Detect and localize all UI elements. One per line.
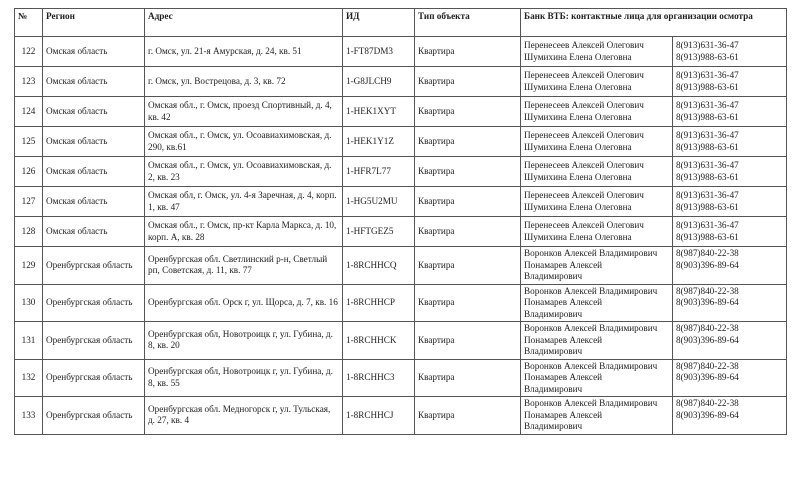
contact-name: Шумихина Елена Олеговна bbox=[524, 201, 632, 212]
contact-name: Шумихина Елена Олеговна bbox=[524, 51, 632, 62]
contact-name: Понамарев Алексей bbox=[524, 297, 603, 307]
contact-phone: 8(913)631-36-47 bbox=[676, 40, 739, 50]
contact-phone: 8(987)840-22-38 bbox=[676, 323, 739, 333]
row-region: Оренбургская область bbox=[43, 322, 145, 360]
contact-phone: 8(913)988-63-61 bbox=[676, 111, 739, 122]
contact-name: Понамарев Алексей bbox=[524, 259, 603, 270]
table-header-row bbox=[15, 9, 787, 37]
row-address: Оренбургская обл, Новотроицк г, ул. Губина, д. 8, кв. 55 bbox=[145, 359, 343, 397]
row-address: Оренбургская обл. Медногорск г, ул. Тульская, д. 27, кв. 4 bbox=[145, 397, 343, 435]
row-contacts bbox=[521, 97, 673, 127]
row-type: Квартира bbox=[415, 37, 521, 67]
contact-name: Шумихина Елена Олеговна bbox=[524, 81, 632, 92]
row-id: 1-8RCHHC3 bbox=[343, 359, 415, 397]
contact-name: Шумихина Елена Олеговна bbox=[524, 141, 632, 152]
row-phones bbox=[673, 37, 787, 67]
contact-phone: 8(913)988-63-61 bbox=[676, 201, 739, 212]
row-id: 1-8RCHHCP bbox=[343, 284, 415, 322]
row-phones bbox=[673, 284, 787, 322]
table-row bbox=[15, 247, 787, 285]
header-address: Адрес bbox=[145, 9, 343, 37]
row-region: Оренбургская область bbox=[43, 247, 145, 285]
row-address: Омская обл., г. Омск, ул. Осоавиахимовская, д. 2, кв. 23 bbox=[145, 157, 343, 187]
row-number: 123 bbox=[15, 67, 43, 97]
header-contacts: Банк ВТБ: контактные лица для организации осмотра bbox=[521, 9, 787, 37]
row-region: Омская область bbox=[43, 157, 145, 187]
table-row bbox=[15, 187, 787, 217]
row-type: Квартира bbox=[415, 359, 521, 397]
contact-name: Воронков Алексей Владимирович bbox=[524, 360, 658, 371]
row-contacts bbox=[521, 217, 673, 247]
row-phones bbox=[673, 322, 787, 360]
row-id: 1-HEK1Y1Z bbox=[343, 127, 415, 157]
row-number: 126 bbox=[15, 157, 43, 187]
row-type: Квартира bbox=[415, 97, 521, 127]
row-number: 130 bbox=[15, 284, 43, 322]
contact-name: Понамарев Алексей bbox=[524, 409, 603, 420]
contact-name: Воронков Алексей Владимирович bbox=[524, 398, 658, 408]
contact-name: Перенесеев Алексей Олегович bbox=[524, 160, 644, 170]
row-contacts bbox=[521, 322, 673, 360]
row-region: Омская область bbox=[43, 67, 145, 97]
contact-phone: 8(913)988-63-61 bbox=[676, 171, 739, 182]
contact-phone: 8(987)840-22-38 bbox=[676, 360, 739, 371]
header-type: Тип объекта bbox=[415, 9, 521, 37]
table-row bbox=[15, 217, 787, 247]
row-type: Квартира bbox=[415, 284, 521, 322]
row-phones bbox=[673, 97, 787, 127]
row-region: Оренбургская область bbox=[43, 397, 145, 435]
row-number: 133 bbox=[15, 397, 43, 435]
contact-name: Владимирович bbox=[524, 421, 583, 431]
contact-phone: 8(913)631-36-47 bbox=[676, 190, 739, 200]
contact-phone: 8(913)988-63-61 bbox=[676, 141, 739, 152]
contact-phone: 8(913)631-36-47 bbox=[676, 220, 739, 230]
row-phones bbox=[673, 157, 787, 187]
row-phones bbox=[673, 67, 787, 97]
row-number: 129 bbox=[15, 247, 43, 285]
table-row bbox=[15, 322, 787, 360]
row-phones bbox=[673, 397, 787, 435]
row-address: Оренбургская обл. Светлинский р-н, Светлый рп, Советская, д. 11, кв. 77 bbox=[145, 247, 343, 285]
header-id: ИД bbox=[343, 9, 415, 37]
row-number: 131 bbox=[15, 322, 43, 360]
row-number: 125 bbox=[15, 127, 43, 157]
row-address: Оренбургская обл, Новотроицк г, ул. Губина, д. 8, кв. 20 bbox=[145, 322, 343, 360]
row-type: Квартира bbox=[415, 322, 521, 360]
row-address: Омская обл., г. Омск, ул. Осоавиахимовская, д. 290, кв.61 bbox=[145, 127, 343, 157]
contact-phone: 8(903)396-89-64 bbox=[676, 372, 739, 382]
row-contacts bbox=[521, 359, 673, 397]
contact-phone: 8(913)631-36-47 bbox=[676, 100, 739, 110]
row-address: Оренбургская обл. Орск г, ул. Щорса, д. 7, кв. 16 bbox=[145, 284, 343, 322]
contact-name: Владимирович bbox=[524, 346, 583, 356]
contact-phone: 8(913)988-63-61 bbox=[676, 81, 739, 92]
table-row bbox=[15, 359, 787, 397]
row-contacts bbox=[521, 37, 673, 67]
row-region: Омская область bbox=[43, 127, 145, 157]
contact-name: Перенесеев Алексей Олегович bbox=[524, 40, 644, 50]
header-num: № bbox=[15, 9, 43, 37]
table-row bbox=[15, 97, 787, 127]
contact-name: Владимирович bbox=[524, 383, 583, 394]
table-row bbox=[15, 37, 787, 67]
row-id: 1-8RCHHCK bbox=[343, 322, 415, 360]
row-type: Квартира bbox=[415, 187, 521, 217]
contact-name: Перенесеев Алексей Олегович bbox=[524, 190, 644, 200]
property-table bbox=[14, 8, 787, 435]
row-type: Квартира bbox=[415, 157, 521, 187]
row-number: 122 bbox=[15, 37, 43, 67]
contact-phone: 8(913)988-63-61 bbox=[676, 231, 739, 242]
contact-name: Воронков Алексей Владимирович bbox=[524, 323, 658, 333]
row-contacts bbox=[521, 127, 673, 157]
row-address: г. Омск, ул. 21-я Амурская, д. 24, кв. 51 bbox=[145, 37, 343, 67]
contact-name: Перенесеев Алексей Олегович bbox=[524, 220, 644, 230]
table-row bbox=[15, 67, 787, 97]
row-number: 127 bbox=[15, 187, 43, 217]
row-region: Омская область bbox=[43, 97, 145, 127]
row-type: Квартира bbox=[415, 67, 521, 97]
contact-phone: 8(903)396-89-64 bbox=[676, 297, 739, 307]
contact-name: Понамарев Алексей bbox=[524, 334, 603, 345]
contact-name: Владимирович bbox=[524, 308, 583, 319]
row-phones bbox=[673, 247, 787, 285]
contact-phone: 8(987)840-22-38 bbox=[676, 285, 739, 296]
row-phones bbox=[673, 187, 787, 217]
row-phones bbox=[673, 127, 787, 157]
row-phones bbox=[673, 217, 787, 247]
row-contacts bbox=[521, 187, 673, 217]
contact-name: Шумихина Елена Олеговна bbox=[524, 231, 632, 242]
row-number: 124 bbox=[15, 97, 43, 127]
contact-name: Понамарев Алексей bbox=[524, 372, 603, 382]
contact-name: Воронков Алексей Владимирович bbox=[524, 248, 658, 258]
row-id: 1-HFTGEZ5 bbox=[343, 217, 415, 247]
contact-phone: 8(913)631-36-47 bbox=[676, 130, 739, 140]
row-id: 1-HFR7L77 bbox=[343, 157, 415, 187]
row-region: Омская область bbox=[43, 217, 145, 247]
row-number: 128 bbox=[15, 217, 43, 247]
contact-phone: 8(903)396-89-64 bbox=[676, 259, 739, 270]
row-id: 1-8RCHHCJ bbox=[343, 397, 415, 435]
contact-name: Владимирович bbox=[524, 271, 583, 281]
row-address: Омская обл, г. Омск, ул. 4-я Заречная, д. 4, корп. 1, кв. 47 bbox=[145, 187, 343, 217]
contact-phone: 8(903)396-89-64 bbox=[676, 409, 739, 420]
table-row bbox=[15, 284, 787, 322]
row-region: Омская область bbox=[43, 37, 145, 67]
table-row bbox=[15, 157, 787, 187]
contact-name: Шумихина Елена Олеговна bbox=[524, 171, 632, 182]
row-id: 1-G8JLCH9 bbox=[343, 67, 415, 97]
header-region: Регион bbox=[43, 9, 145, 37]
row-type: Квартира bbox=[415, 217, 521, 247]
row-contacts bbox=[521, 397, 673, 435]
row-type: Квартира bbox=[415, 397, 521, 435]
contact-phone: 8(987)840-22-38 bbox=[676, 398, 739, 408]
contact-phone: 8(913)631-36-47 bbox=[676, 70, 739, 80]
row-type: Квартира bbox=[415, 127, 521, 157]
row-id: 1-FT87DM3 bbox=[343, 37, 415, 67]
contact-name: Перенесеев Алексей Олегович bbox=[524, 100, 644, 110]
row-id: 1-HEK1XYT bbox=[343, 97, 415, 127]
row-number: 132 bbox=[15, 359, 43, 397]
table-row bbox=[15, 397, 787, 435]
row-address: Омская обл., г. Омск, проезд Спортивный, д. 4, кв. 42 bbox=[145, 97, 343, 127]
row-contacts bbox=[521, 247, 673, 285]
contact-name: Шумихина Елена Олеговна bbox=[524, 111, 632, 122]
contact-name: Перенесеев Алексей Олегович bbox=[524, 130, 644, 140]
contact-name: Воронков Алексей Владимирович bbox=[524, 285, 658, 296]
contact-phone: 8(987)840-22-38 bbox=[676, 248, 739, 258]
row-address: г. Омск, ул. Вострецова, д. 3, кв. 72 bbox=[145, 67, 343, 97]
row-id: 1-HG5U2MU bbox=[343, 187, 415, 217]
row-type: Квартира bbox=[415, 247, 521, 285]
row-contacts bbox=[521, 284, 673, 322]
row-contacts bbox=[521, 67, 673, 97]
row-phones bbox=[673, 359, 787, 397]
row-id: 1-8RCHHCQ bbox=[343, 247, 415, 285]
contact-name: Перенесеев Алексей Олегович bbox=[524, 70, 644, 80]
row-region: Оренбургская область bbox=[43, 284, 145, 322]
row-region: Оренбургская область bbox=[43, 359, 145, 397]
row-region: Омская область bbox=[43, 187, 145, 217]
row-contacts bbox=[521, 157, 673, 187]
contact-phone: 8(903)396-89-64 bbox=[676, 334, 739, 345]
property-table-page bbox=[14, 8, 786, 435]
row-address: Омская обл., г. Омск, пр-кт Карла Маркса, д. 10, корп. А, кв. 28 bbox=[145, 217, 343, 247]
contact-phone: 8(913)631-36-47 bbox=[676, 160, 739, 170]
contact-phone: 8(913)988-63-61 bbox=[676, 51, 739, 62]
table-row bbox=[15, 127, 787, 157]
